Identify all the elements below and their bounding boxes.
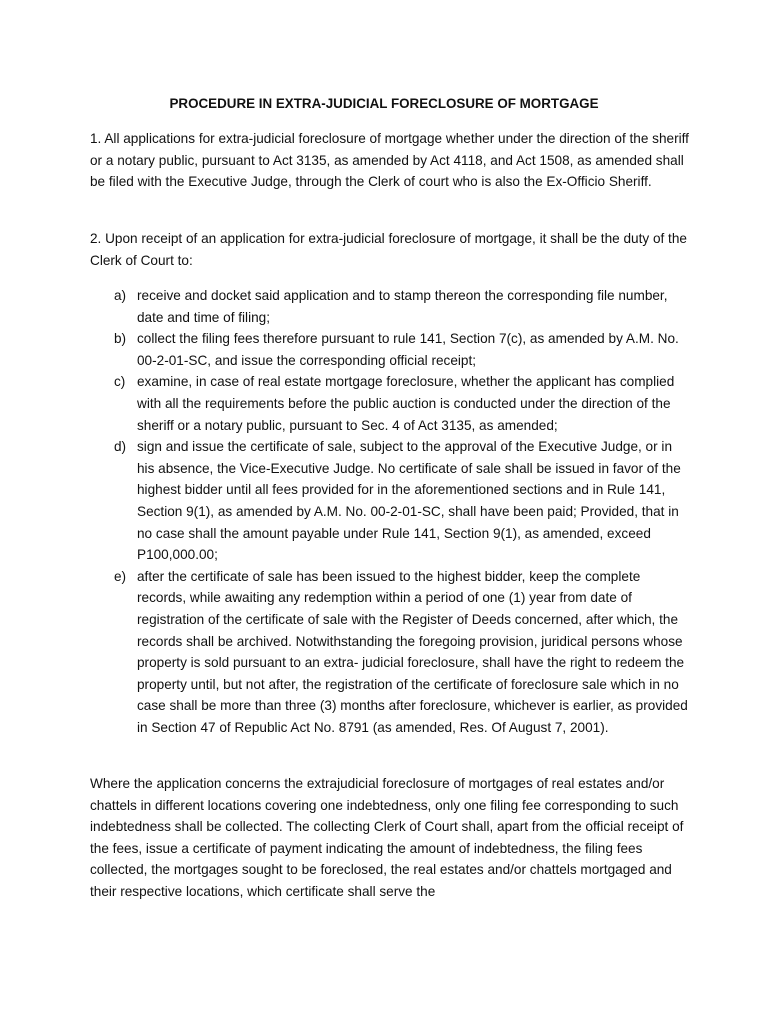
- list-item-text: sign and issue the certificate of sale, subject to the approval of the Executive Judge, or in his absence, the Vice-Executive Judge. No certificate of sale shall be issued in favor of the highest bidder until all fees provided for in the aforementioned sections and in Rule 141, Section 9(1), as amended by A.M. No. 00-2-01-SC, shall have been paid; Provided, that in no case shall the amount payable under Rule 141, Section 9(1), as amended, exceed P100,000.00;: [137, 439, 681, 563]
- list-item-text: collect the filing fees therefore pursuant to rule 141, Section 7(c), as amended by A.M. No. 00-2-01-SC, and issue the corresponding official receipt;: [137, 331, 679, 368]
- list-marker: d): [114, 439, 127, 455]
- paragraph-1: 1. All applications for extra-judicial foreclosure of mortgage whether under the direction of the sheriff or a notary public, pursuant to Act 3135, as amended by Act 4118, and Act 1508, as amended shall be filed with the Executive Judge, through the Clerk of court who is also the Ex-Officio Sheriff.: [90, 131, 689, 190]
- list-item-d: [90, 436, 690, 566]
- list-item-c: [90, 371, 690, 436]
- list-item-text: after the certificate of sale has been issued to the highest bidder, keep the complete records, while awaiting any redemption within a period of one (1) year from date of registration of the certificate of sale with the Register of Deeds concerned, after which, the records shall be archived. Notwithstanding the foregoing provision, juridical persons whose property is sold pursuant to an extra- judicial foreclosure, shall have the right to redeem the property until, but not after, the registration of the certificate of foreclosure sale which in no case shall be more than three (3) months after foreclosure, whichever is earlier, as provided in Section 47 of Republic Act No. 8791 (as amended, Res. Of August 7, 2001).: [137, 568, 688, 735]
- list-marker: a): [114, 288, 127, 303]
- list-marker: e): [114, 568, 127, 584]
- list-item-text: receive and docket said application and to stamp thereon the corresponding file number, date and time of filing;: [137, 288, 668, 325]
- document-title: PROCEDURE IN EXTRA-JUDICIAL FORECLOSURE OF MORTGAGE: [169, 96, 599, 111]
- list-item-e: [90, 566, 690, 739]
- list-marker: c): [114, 374, 126, 390]
- list-item-a: [90, 285, 690, 328]
- duties-list: [90, 285, 690, 738]
- paragraph-3: Where the application concerns the extrajudicial foreclosure of mortgages of real estates and/or chattels in different locations covering one indebtedness, only one filing fee corresponding to such indebtedness shall be collected. The collecting Clerk of Court shall, apart from the official receipt of the fees, issue a certificate of payment indicating the amount of indebtedness, the filing fees collected, the mortgages sought to be foreclosed, the real estates and/or chattels mortgaged and their respective locations, which certificate shall serve the: [90, 776, 684, 899]
- list-item-text: examine, in case of real estate mortgage foreclosure, whether the applicant has complied with all the requirements before the public auction is conducted under the direction of the sheriff or a notary public, pursuant to Sec. 4 of Act 3135, as amended;: [137, 374, 675, 433]
- paragraph-2: 2. Upon receipt of an application for extra-judicial foreclosure of mortgage, it shall be the duty of the Clerk of Court to:: [90, 231, 687, 268]
- list-item-b: [90, 328, 690, 371]
- list-marker: b): [114, 331, 127, 347]
